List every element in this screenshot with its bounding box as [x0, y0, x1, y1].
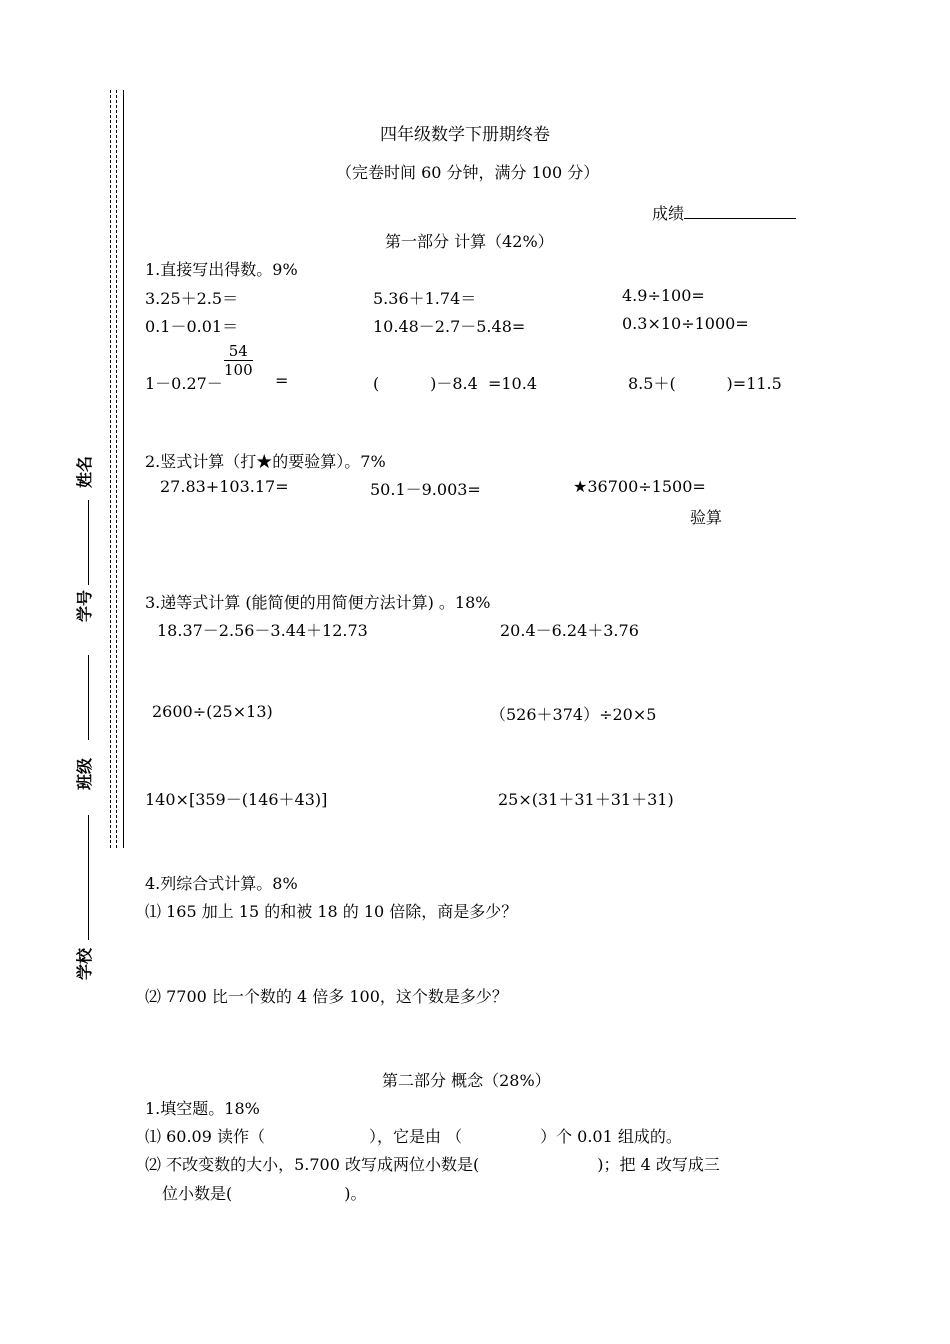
p2-item1-part-c: ）个 0.01 组成的。	[540, 1127, 682, 1146]
q4-title: 4.列综合式计算。8%	[145, 874, 298, 893]
name-label: 姓名	[75, 455, 94, 488]
binding-solid-line	[123, 90, 124, 848]
q1-item: 0.1－0.01＝	[145, 317, 239, 336]
p2-item2-part-a: ⑵ 不改变数的大小，5.700 改写成两位小数是(	[145, 1155, 480, 1174]
part2-title: 第二部分 概念（28%）	[382, 1071, 551, 1090]
binding-dashed-line-left	[110, 90, 111, 848]
p2-q1-item-2	[145, 1152, 720, 1175]
part1-title: 第一部分 计算（42%）	[385, 232, 554, 251]
q3-item: （526＋374）÷20×5	[490, 705, 657, 724]
name-blank[interactable]	[88, 500, 89, 585]
q4-item: ⑵ 7700 比一个数的 4 倍多 100，这个数是多少？	[145, 987, 508, 1006]
q1-fraction	[224, 342, 253, 379]
q3-item: 25×(31＋31＋31＋31)	[498, 790, 674, 809]
binding-dashed-line-right	[116, 90, 117, 848]
q2-title: 2.竖式计算（打★的要验算）。7%	[145, 452, 386, 471]
q2-item: 50.1－9.003=	[370, 480, 481, 499]
score-field	[652, 201, 796, 224]
score-label: 成绩	[652, 204, 685, 223]
school-label: 学校	[75, 947, 94, 980]
id-blank[interactable]	[88, 655, 89, 740]
p2-q1-item-1	[145, 1124, 682, 1147]
q3-item: 18.37－2.56－3.44＋12.73	[157, 621, 368, 640]
id-label: 学号	[75, 589, 94, 622]
q4-item: ⑴ 165 加上 15 的和被 18 的 10 倍除，商是多少？	[145, 902, 518, 921]
q2-check-label: 验算	[690, 508, 723, 527]
q1-fraction-expr-prefix: 1－0.27－	[145, 374, 223, 393]
page-subtitle: （完卷时间 60 分钟，满分 100 分）	[336, 163, 600, 182]
q1-item: ( )－8.4 =10.4	[373, 374, 537, 393]
p2-item2-part-d: )。	[344, 1184, 367, 1203]
q1-title: 1.直接写出得数。9%	[145, 260, 298, 279]
q1-item: 5.36＋1.74＝	[373, 289, 477, 308]
p2-q1-title: 1.填空题。18%	[145, 1099, 260, 1118]
score-blank[interactable]	[684, 218, 796, 219]
q1-item: 10.48－2.7－5.48=	[373, 317, 526, 336]
class-label: 班级	[75, 757, 94, 790]
p2-item2-part-b: )；把 4 改写成三	[597, 1155, 720, 1174]
q3-item: 140×[359－(146＋43)]	[145, 790, 328, 809]
q3-item: 20.4－6.24＋3.76	[500, 621, 639, 640]
page-title: 四年级数学下册期终卷	[380, 125, 550, 145]
p2-item1-part-a: ⑴ 60.09 读作（	[145, 1127, 265, 1146]
q1-item: 3.25＋2.5＝	[145, 289, 239, 308]
q2-item: ★36700÷1500=	[573, 477, 706, 496]
p2-q1-item-2-cont	[162, 1181, 367, 1204]
q1-item: 4.9÷100=	[622, 286, 705, 305]
fraction-numerator: 54	[224, 342, 253, 361]
p2-item2-part-c: 位小数是(	[162, 1184, 233, 1203]
q3-item: 2600÷(25×13)	[152, 702, 273, 721]
q1-fraction-expr-suffix: =	[275, 371, 289, 390]
q1-item: 8.5＋( )=11.5	[628, 374, 782, 393]
p2-item1-part-b: ），它是由 （	[368, 1127, 463, 1146]
class-blank[interactable]	[88, 815, 89, 940]
fraction-denominator: 100	[224, 361, 253, 379]
q3-title: 3.递等式计算 (能简便的用简便方法计算) 。18%	[145, 593, 491, 612]
q2-item: 27.83+103.17=	[160, 477, 289, 496]
q1-item: 0.3×10÷1000=	[622, 314, 749, 333]
